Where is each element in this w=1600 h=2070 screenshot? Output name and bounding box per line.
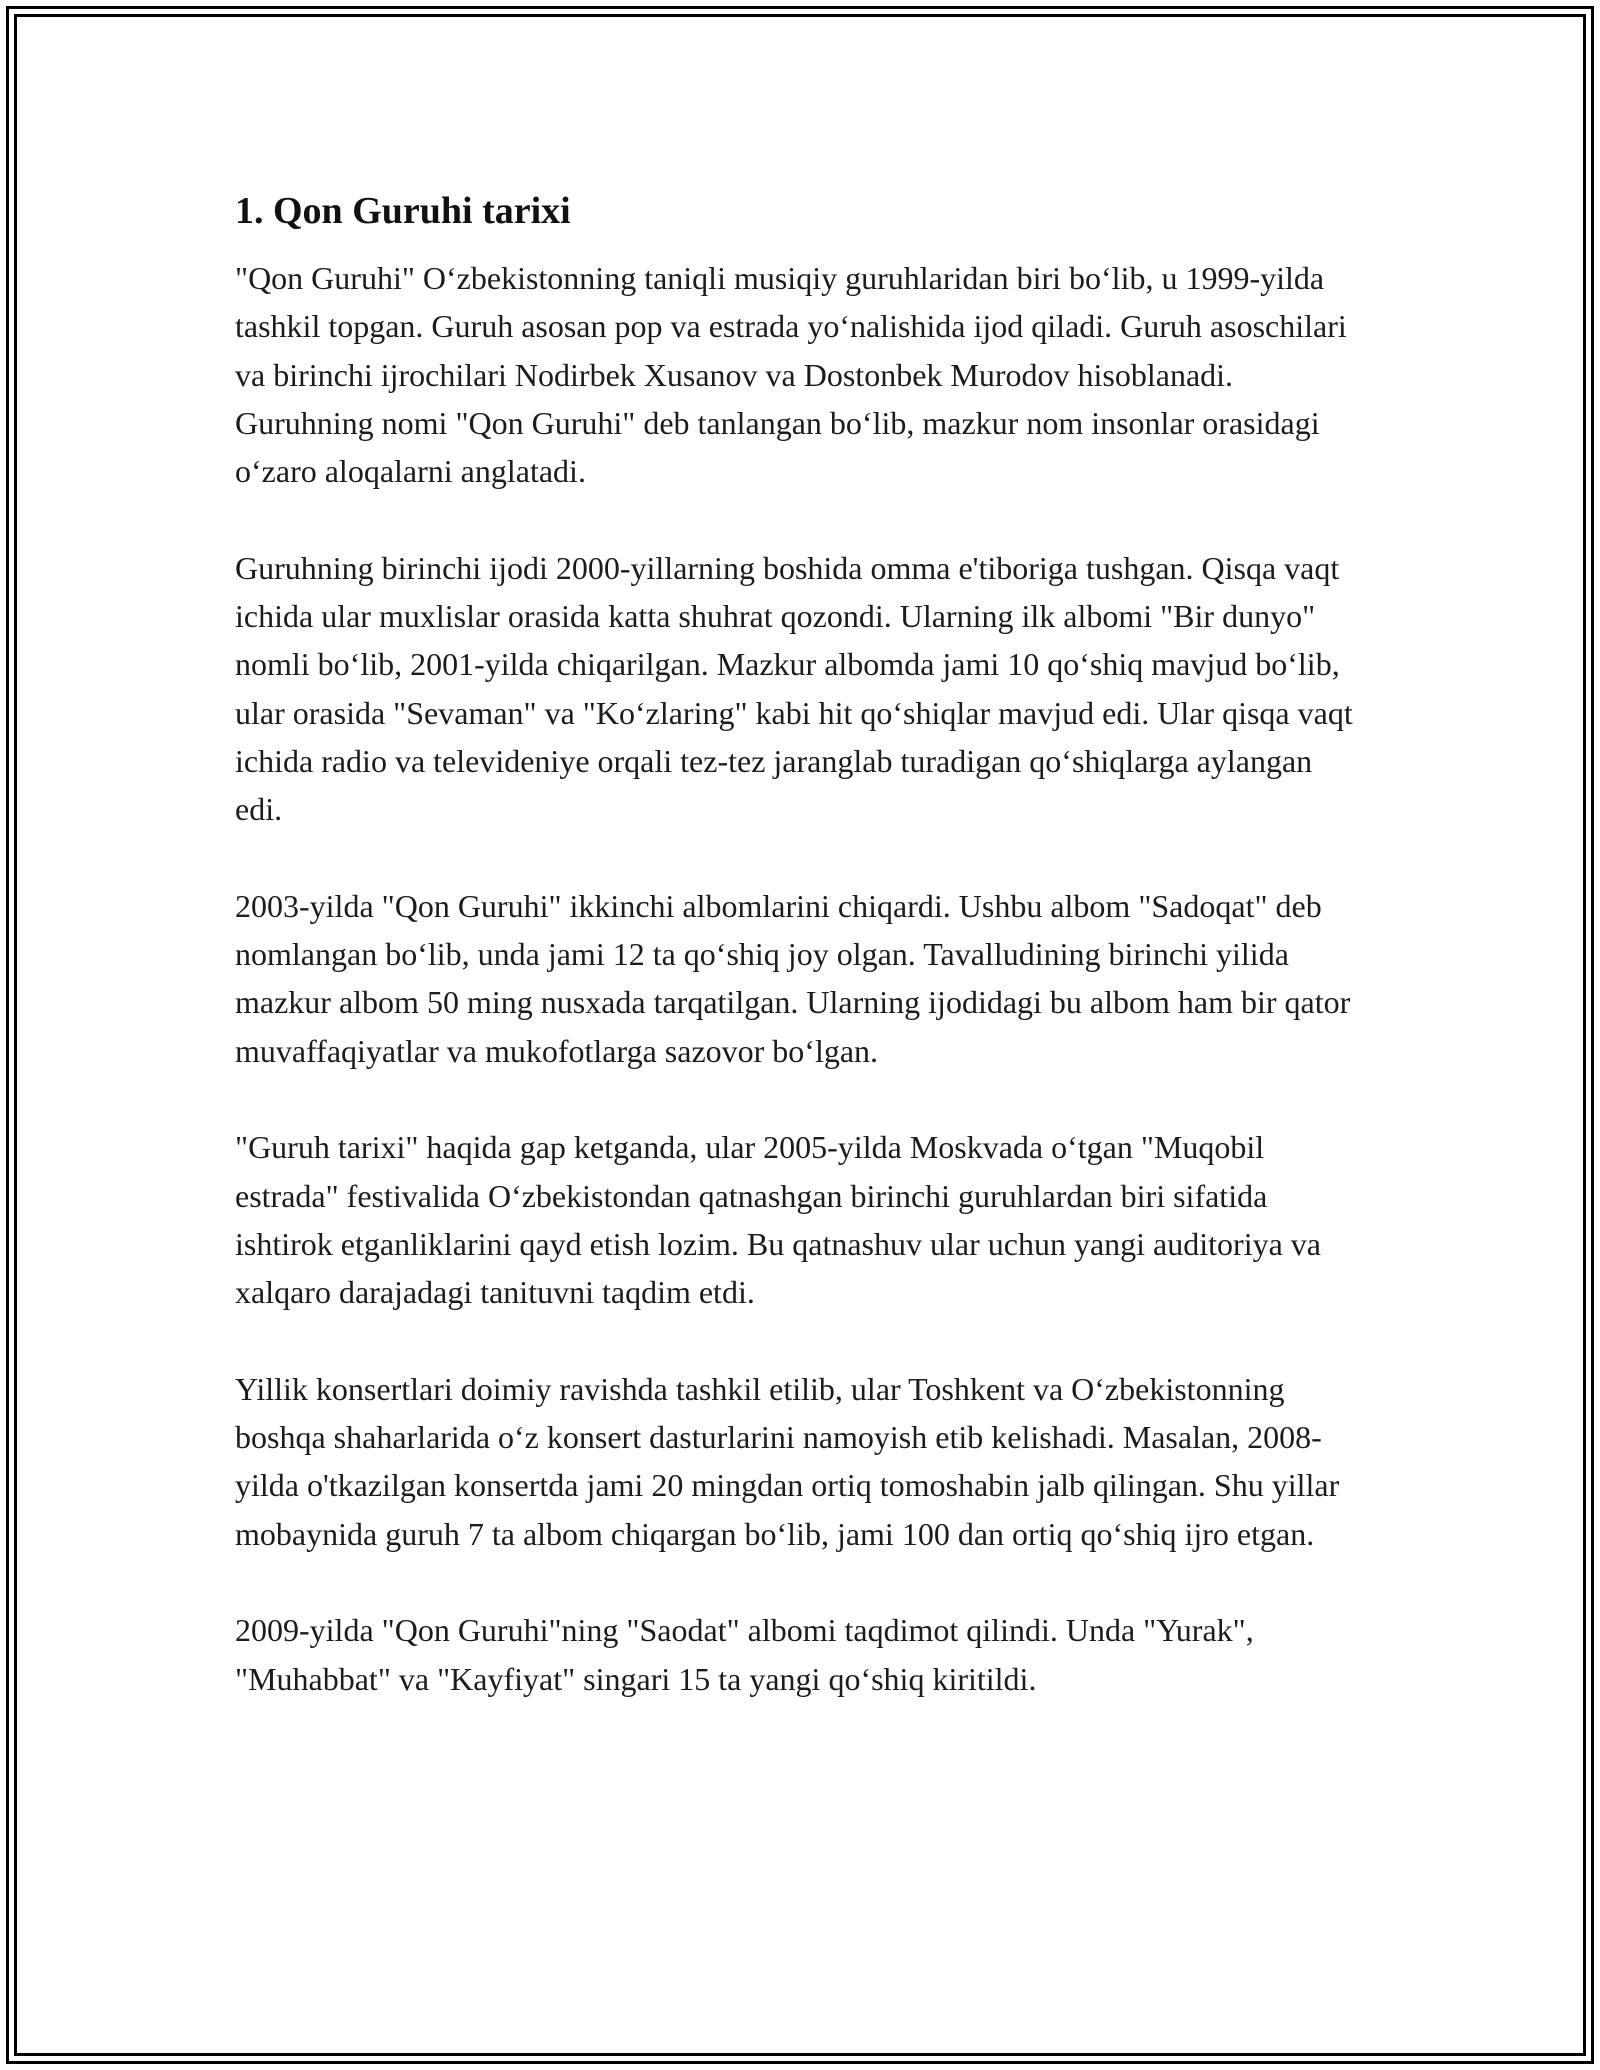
paragraph-saodat-album: 2009-yilda "Qon Guruhi"ning "Saodat" albomi taqdimot qilindi. Unda "Yurak", "Muhabbat" va "Kayfiyat" singari 15 ta yangi qo‘shiq kiritildi. [235, 1612, 1254, 1697]
paragraph-first-album: Guruhning birinchi ijodi 2000-yillarning boshida omma e'tiboriga tushgan. Qisqa vaqt ichida ular muxlislar orasida katta shuhrat qozondi. Ularning ilk albomi "Bir dunyo" nomli bo‘lib, 2001-yilda chiqarilgan. Mazkur albomda jami 10 qo‘shiq mavjud bo‘lib, ular orasida "Sevaman" va "Ko‘zlaring" kabi hit qo‘shiqlar mavjud edi. Ular qisqa vaqt ichida radio va televideniye orqali tez-tez jaranglab turadigan qo‘shiqlarga aylangan edi. [235, 549, 1353, 828]
document-body [235, 186, 1365, 1703]
paragraph-founding: "Qon Guruhi" O‘zbekistonning taniqli musiqiy guruhlaridan biri bo‘lib, u 1999-yilda tashkil topgan. Guruh asosan pop va estrada yo‘nalishida ijod qiladi. Guruh asoschilari va birinchi ijrochilari Nodirbek Xusanov va Dostonbek Murodov hisoblanadi. Guruhning nomi "Qon Guruhi" deb tanlangan bo‘lib, mazkur nom insonlar orasidagi o‘zaro aloqalarni anglatadi. [235, 260, 1347, 490]
paragraph-second-album: 2003-yilda "Qon Guruhi" ikkinchi albomlarini chiqardi. Ushbu albom "Sadoqat" deb nomlangan bo‘lib, unda jami 12 ta qo‘shiq joy olgan. Tavalludining birinchi yilida mazkur albom 50 ming nusxada tarqatilgan. Ularning ijodidagi bu albom ham bir qator muvaffaqiyatlar va mukofotlarga sazovor bo‘lgan. [235, 887, 1351, 1069]
paragraph-concerts: Yillik konsertlari doimiy ravishda tashkil etilib, ular Toshkent va O‘zbekistonning boshqa shaharlarida o‘z konsert dasturlarini namoyish etib kelishadi. Masalan, 2008-yilda o'tkazilgan konsertda jami 20 mingdan ortiq tomoshabin jalb qilingan. Shu yillar mobaynida guruh 7 ta albom chiqargan bo‘lib, jami 100 dan ortiq qo‘shiq ijro etgan. [235, 1370, 1340, 1552]
section-heading: 1. Qon Guruhi tarixi [235, 190, 571, 232]
paragraph-festival: "Guruh tarixi" haqida gap ketganda, ular 2005-yilda Moskvada o‘tgan "Muqobil estrada" festivalida O‘zbekistondan qatnashgan birinchi guruhlardan biri sifatida ishtirok etganliklarini qayd etish lozim. Bu qatnashuv ular uchun yangi auditoriya va xalqaro darajadagi tanituvni taqdim etdi. [235, 1129, 1321, 1311]
